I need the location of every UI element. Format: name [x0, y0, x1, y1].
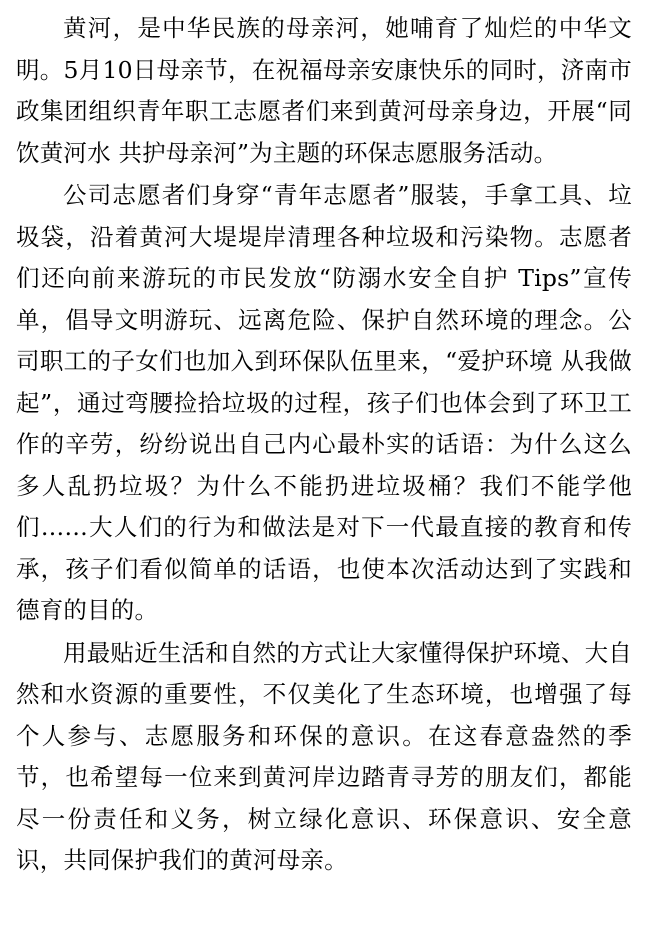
document-body — [16, 8, 632, 882]
paragraph-2: 公司志愿者们身穿“青年志愿者”服装，手拿工具、垃圾袋，沿着黄河大堤堤岸清理各种垃圾和污染物。志愿者们还向前来游玩的市民发放“防溺水安全自护 Tips”宣传单，倡导文明游玩、远离危险、保护自然环境的理念。公司职工的子女们也加入到环保队伍里来，“爱护环境 从我做起”，通过弯腰捡拾垃圾的过程，孩子们也体会到了环卫工作的辛劳，纷纷说出自己内心最朴实的话语：为什么这么多人乱扔垃圾？为什么不能扔进垃圾桶？我们不能学他们……大人们的行为和做法是对下一代最直接的教育和传承，孩子们看似简单的话语，也使本次活动达到了实践和德育的目的。 — [16, 181, 632, 624]
paragraph-1: 黄河，是中华民族的母亲河，她哺育了灿烂的中华文明。5月10日母亲节，在祝福母亲安康快乐的同时，济南市政集团组织青年职工志愿者们来到黄河母亲身边，开展“同饮黄河水 共护母亲河”为主题的环保志愿服务活动。 — [16, 14, 632, 167]
paragraph-3: 用最贴近生活和自然的方式让大家懂得保护环境、大自然和水资源的重要性，不仅美化了生态环境，也增强了每个人参与、志愿服务和环保的意识。在这春意盎然的季节，也希望每一位来到黄河岸边踏青寻芳的朋友们，都能尽一份责任和义务，树立绿化意识、环保意识、安全意识，共同保护我们的黄河母亲。 — [16, 638, 632, 874]
